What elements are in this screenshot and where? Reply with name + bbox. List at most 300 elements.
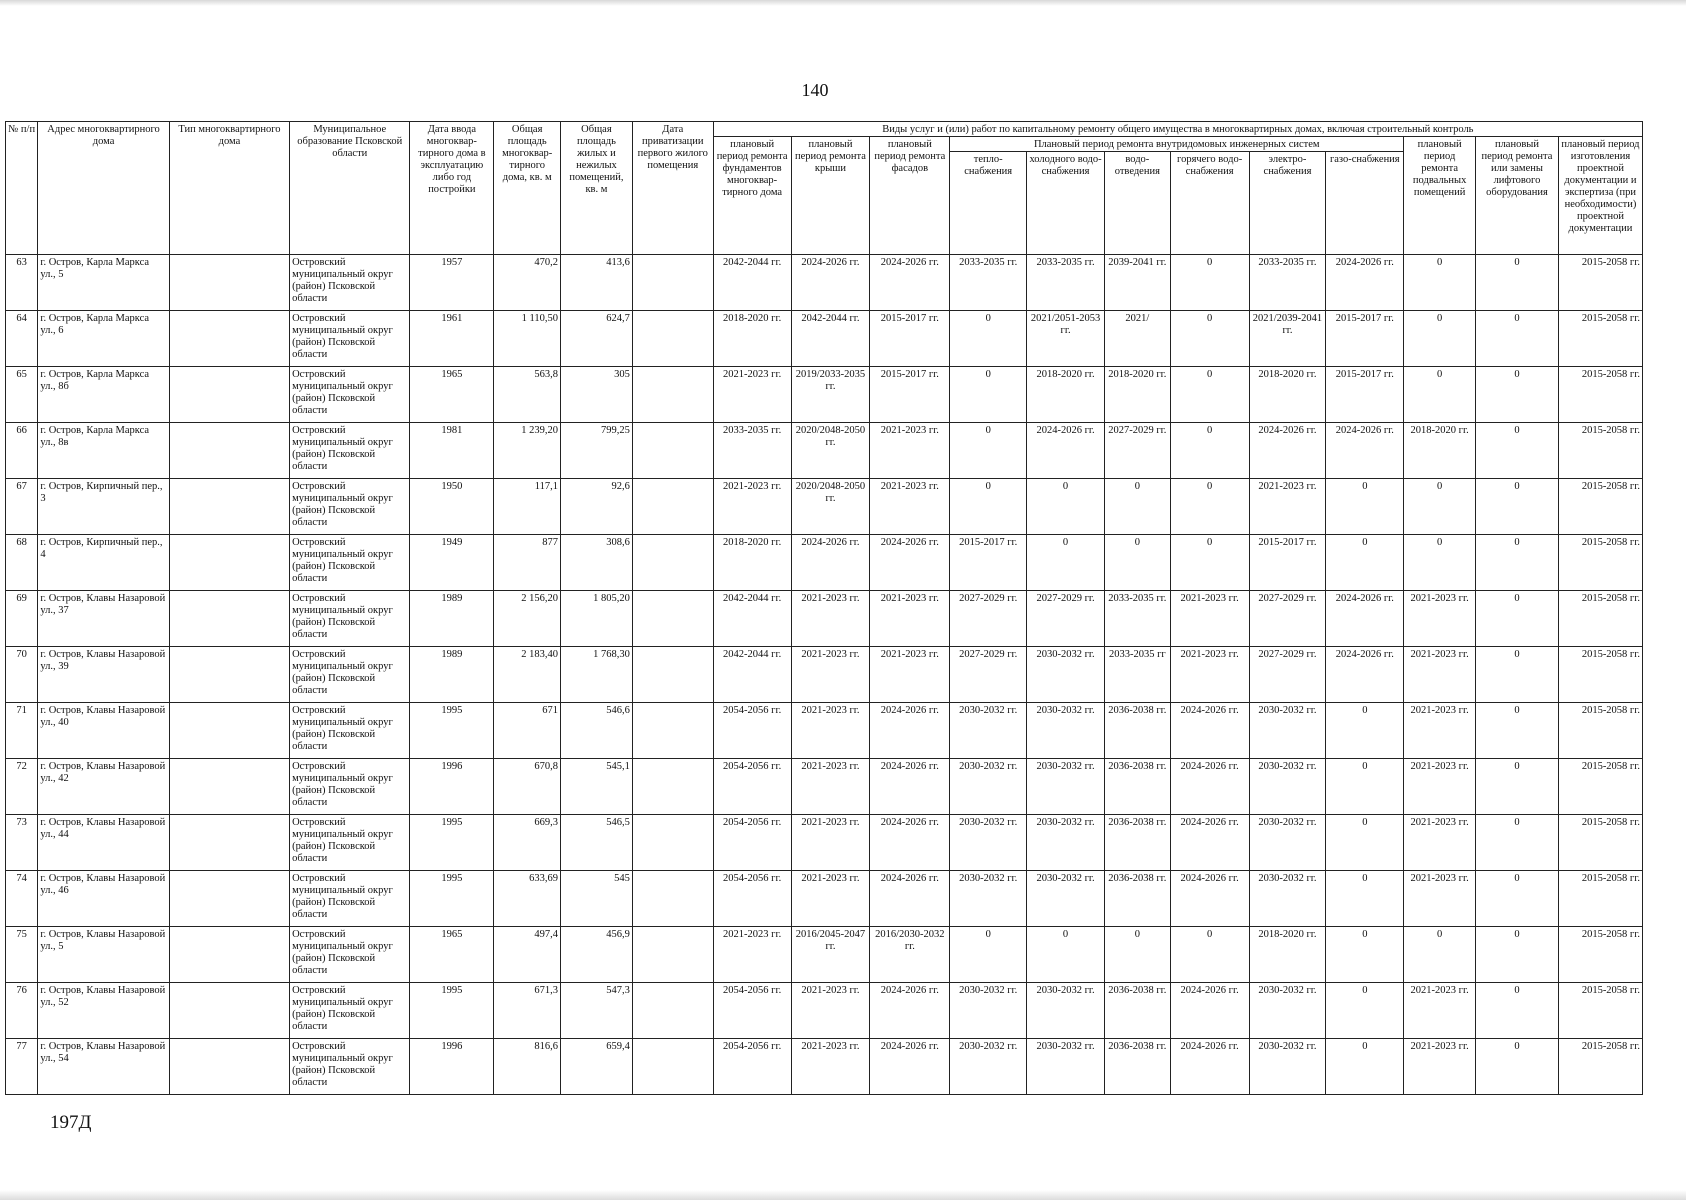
cell-type xyxy=(169,255,289,311)
header-heating: тепло-снабжения xyxy=(950,152,1027,255)
cell-hot-water: 2024-2026 гг. xyxy=(1170,1039,1249,1095)
cell-privatization xyxy=(632,983,713,1039)
cell-privatization xyxy=(632,759,713,815)
cell-municipality: Островский муниципальный округ (район) Псковской области xyxy=(290,535,410,591)
cell-address: г. Остров, Клавы Назаровой ул., 42 xyxy=(38,759,169,815)
cell-design-docs: 2015-2058 гг. xyxy=(1558,1039,1642,1095)
cell-num: 74 xyxy=(6,871,38,927)
cell-sewage: 2021/ xyxy=(1104,311,1170,367)
cell-design-docs: 2015-2058 гг. xyxy=(1558,815,1642,871)
cell-privatization xyxy=(632,871,713,927)
cell-num: 66 xyxy=(6,423,38,479)
cell-facade: 2024-2026 гг. xyxy=(870,1039,950,1095)
cell-year: 1996 xyxy=(410,1039,494,1095)
cell-elevator: 0 xyxy=(1476,1039,1559,1095)
cell-basement: 2021-2023 гг. xyxy=(1404,815,1476,871)
cell-basement: 2021-2023 гг. xyxy=(1404,647,1476,703)
cell-elevator: 0 xyxy=(1476,367,1559,423)
cell-sewage: 2036-2038 гг. xyxy=(1104,703,1170,759)
header-basement: плановый период ремонта подвальных помещений xyxy=(1404,137,1476,255)
cell-premises-area: 545,1 xyxy=(561,759,633,815)
cell-heating: 0 xyxy=(950,927,1027,983)
cell-municipality: Островский муниципальный округ (район) Псковской области xyxy=(290,703,410,759)
cell-design-docs: 2015-2058 гг. xyxy=(1558,647,1642,703)
cell-foundation: 2054-2056 гг. xyxy=(713,871,791,927)
table-row xyxy=(6,703,1643,759)
cell-sewage: 2033-2035 гг xyxy=(1104,647,1170,703)
cell-num: 73 xyxy=(6,815,38,871)
cell-hot-water: 0 xyxy=(1170,311,1249,367)
cell-hot-water: 2021-2023 гг. xyxy=(1170,647,1249,703)
cell-roof: 2021-2023 гг. xyxy=(791,703,870,759)
cell-design-docs: 2015-2058 гг. xyxy=(1558,255,1642,311)
cell-sewage: 0 xyxy=(1104,927,1170,983)
cell-municipality: Островский муниципальный округ (район) Псковской области xyxy=(290,479,410,535)
cell-cold-water: 0 xyxy=(1027,479,1105,535)
cell-privatization xyxy=(632,423,713,479)
cell-privatization xyxy=(632,479,713,535)
cell-hot-water: 2024-2026 гг. xyxy=(1170,703,1249,759)
cell-privatization xyxy=(632,647,713,703)
cell-basement: 0 xyxy=(1404,255,1476,311)
cell-roof: 2021-2023 гг. xyxy=(791,815,870,871)
cell-sewage: 2036-2038 гг. xyxy=(1104,815,1170,871)
cell-type xyxy=(169,311,289,367)
cell-total-area: 633,69 xyxy=(494,871,561,927)
cell-foundation: 2018-2020 гг. xyxy=(713,535,791,591)
header-design-docs: плановый период изготовления проектной документации и экспертиза (при необходимости) проектной документации xyxy=(1558,137,1642,255)
cell-elevator: 0 xyxy=(1476,255,1559,311)
cell-elevator: 0 xyxy=(1476,423,1559,479)
cell-year: 1957 xyxy=(410,255,494,311)
cell-premises-area: 92,6 xyxy=(561,479,633,535)
cell-facade: 2021-2023 гг. xyxy=(870,423,950,479)
cell-cold-water: 2030-2032 гг. xyxy=(1027,815,1105,871)
header-systems-group: Плановый период ремонта внутридомовых инженерных систем xyxy=(950,137,1404,152)
header-address: Адрес многоквартирного дома xyxy=(38,122,169,255)
cell-address: г. Остров, Клавы Назаровой ул., 37 xyxy=(38,591,169,647)
table-row xyxy=(6,759,1643,815)
header-commissioning: Дата ввода многоквар-тирного дома в эксплуатацию либо год постройки xyxy=(410,122,494,255)
cell-address: г. Остров, Клавы Назаровой ул., 5 xyxy=(38,927,169,983)
cell-cold-water: 0 xyxy=(1027,535,1105,591)
cell-year: 1995 xyxy=(410,983,494,1039)
cell-design-docs: 2015-2058 гг. xyxy=(1558,927,1642,983)
cell-basement: 2021-2023 гг. xyxy=(1404,871,1476,927)
cell-heating: 2030-2032 гг. xyxy=(950,1039,1027,1095)
cell-year: 1981 xyxy=(410,423,494,479)
table-row xyxy=(6,983,1643,1039)
cell-heating: 2030-2032 гг. xyxy=(950,983,1027,1039)
cell-heating: 2027-2029 гг. xyxy=(950,647,1027,703)
cell-foundation: 2054-2056 гг. xyxy=(713,983,791,1039)
cell-electricity: 2027-2029 гг. xyxy=(1249,647,1326,703)
cell-sewage: 2027-2029 гг. xyxy=(1104,423,1170,479)
header-privatization: Дата приватизации первого жилого помещения xyxy=(632,122,713,255)
cell-electricity: 2027-2029 гг. xyxy=(1249,591,1326,647)
cell-electricity: 2030-2032 гг. xyxy=(1249,871,1326,927)
cell-facade: 2024-2026 гг. xyxy=(870,871,950,927)
cell-facade: 2024-2026 гг. xyxy=(870,255,950,311)
cell-design-docs: 2015-2058 гг. xyxy=(1558,535,1642,591)
cell-type xyxy=(169,367,289,423)
cell-address: г. Остров, Карла Маркса ул., 5 xyxy=(38,255,169,311)
table-row xyxy=(6,871,1643,927)
cell-year: 1949 xyxy=(410,535,494,591)
cell-elevator: 0 xyxy=(1476,703,1559,759)
header-premises-area: Общая площадь жилых и нежилых помещений, кв. м xyxy=(561,122,633,255)
cell-total-area: 117,1 xyxy=(494,479,561,535)
cell-year: 1965 xyxy=(410,927,494,983)
header-sewage: водо-отведения xyxy=(1104,152,1170,255)
cell-elevator: 0 xyxy=(1476,815,1559,871)
cell-heating: 2030-2032 гг. xyxy=(950,815,1027,871)
cell-foundation: 2054-2056 гг. xyxy=(713,759,791,815)
cell-hot-water: 2021-2023 гг. xyxy=(1170,591,1249,647)
cell-type xyxy=(169,479,289,535)
cell-cold-water: 2030-2032 гг. xyxy=(1027,1039,1105,1095)
cell-privatization xyxy=(632,927,713,983)
cell-foundation: 2021-2023 гг. xyxy=(713,367,791,423)
cell-roof: 2021-2023 гг. xyxy=(791,591,870,647)
cell-address: г. Остров, Клавы Назаровой ул., 40 xyxy=(38,703,169,759)
header-num: № п/п xyxy=(6,122,38,255)
cell-electricity: 2018-2020 гг. xyxy=(1249,367,1326,423)
cell-type xyxy=(169,983,289,1039)
cell-total-area: 497,4 xyxy=(494,927,561,983)
cell-design-docs: 2015-2058 гг. xyxy=(1558,871,1642,927)
cell-roof: 2021-2023 гг. xyxy=(791,1039,870,1095)
cell-premises-area: 456,9 xyxy=(561,927,633,983)
cell-premises-area: 799,25 xyxy=(561,423,633,479)
cell-total-area: 670,8 xyxy=(494,759,561,815)
cell-num: 77 xyxy=(6,1039,38,1095)
cell-municipality: Островский муниципальный округ (район) Псковской области xyxy=(290,311,410,367)
cell-hot-water: 2024-2026 гг. xyxy=(1170,871,1249,927)
cell-facade: 2021-2023 гг. xyxy=(870,647,950,703)
cell-cold-water: 2030-2032 гг. xyxy=(1027,647,1105,703)
cell-year: 1965 xyxy=(410,367,494,423)
cell-hot-water: 2024-2026 гг. xyxy=(1170,815,1249,871)
cell-basement: 0 xyxy=(1404,927,1476,983)
header-foundation: плановый период ремонта фундаментов многоквар-тирного дома xyxy=(713,137,791,255)
cell-facade: 2021-2023 гг. xyxy=(870,479,950,535)
cell-sewage: 0 xyxy=(1104,535,1170,591)
cell-foundation: 2018-2020 гг. xyxy=(713,311,791,367)
cell-elevator: 0 xyxy=(1476,591,1559,647)
cell-hot-water: 2024-2026 гг. xyxy=(1170,759,1249,815)
cell-heating: 2030-2032 гг. xyxy=(950,703,1027,759)
cell-address: г. Остров, Кирпичный пер., 3 xyxy=(38,479,169,535)
cell-hot-water: 0 xyxy=(1170,535,1249,591)
cell-num: 68 xyxy=(6,535,38,591)
cell-gas: 0 xyxy=(1326,1039,1404,1095)
cell-total-area: 2 183,40 xyxy=(494,647,561,703)
cell-total-area: 671 xyxy=(494,703,561,759)
table-row xyxy=(6,1039,1643,1095)
cell-num: 63 xyxy=(6,255,38,311)
table-row xyxy=(6,423,1643,479)
cell-foundation: 2054-2056 гг. xyxy=(713,815,791,871)
cell-municipality: Островский муниципальный округ (район) Псковской области xyxy=(290,591,410,647)
cell-num: 72 xyxy=(6,759,38,815)
cell-num: 64 xyxy=(6,311,38,367)
table-row xyxy=(6,479,1643,535)
cell-facade: 2024-2026 гг. xyxy=(870,703,950,759)
cell-elevator: 0 xyxy=(1476,311,1559,367)
table-row xyxy=(6,591,1643,647)
cell-roof: 2019/2033-2035 гг. xyxy=(791,367,870,423)
cell-total-area: 563,8 xyxy=(494,367,561,423)
cell-municipality: Островский муниципальный округ (район) Псковской области xyxy=(290,255,410,311)
cell-basement: 2021-2023 гг. xyxy=(1404,1039,1476,1095)
cell-type xyxy=(169,871,289,927)
cell-num: 69 xyxy=(6,591,38,647)
cell-roof: 2024-2026 гг. xyxy=(791,255,870,311)
cell-privatization xyxy=(632,535,713,591)
cell-municipality: Островский муниципальный округ (район) Псковской области xyxy=(290,927,410,983)
cell-municipality: Островский муниципальный округ (район) Псковской области xyxy=(290,983,410,1039)
cell-sewage: 2036-2038 гг. xyxy=(1104,983,1170,1039)
cell-heating: 0 xyxy=(950,479,1027,535)
document-code: 197Д xyxy=(50,1112,92,1133)
cell-privatization xyxy=(632,311,713,367)
cell-foundation: 2021-2023 гг. xyxy=(713,927,791,983)
cell-municipality: Островский муниципальный округ (район) Псковской области xyxy=(290,759,410,815)
table-row xyxy=(6,535,1643,591)
cell-heating: 0 xyxy=(950,423,1027,479)
cell-hot-water: 0 xyxy=(1170,423,1249,479)
cell-elevator: 0 xyxy=(1476,927,1559,983)
cell-foundation: 2054-2056 гг. xyxy=(713,703,791,759)
cell-electricity: 2021-2023 гг. xyxy=(1249,479,1326,535)
cell-electricity: 2015-2017 гг. xyxy=(1249,535,1326,591)
cell-address: г. Остров, Карла Маркса ул., 8б xyxy=(38,367,169,423)
cell-total-area: 669,3 xyxy=(494,815,561,871)
cell-elevator: 0 xyxy=(1476,983,1559,1039)
header-total-area: Общая площадь многоквар-тирного дома, кв. м xyxy=(494,122,561,255)
cell-premises-area: 659,4 xyxy=(561,1039,633,1095)
cell-elevator: 0 xyxy=(1476,479,1559,535)
cell-sewage: 2036-2038 гг. xyxy=(1104,1039,1170,1095)
cell-cold-water: 2018-2020 гг. xyxy=(1027,367,1105,423)
table-row xyxy=(6,815,1643,871)
cell-heating: 2033-2035 гг. xyxy=(950,255,1027,311)
scan-edge-bottom xyxy=(0,1190,1686,1200)
scan-edge-top xyxy=(0,0,1686,6)
header-facade: плановый период ремонта фасадов xyxy=(870,137,950,255)
cell-municipality: Островский муниципальный округ (район) Псковской области xyxy=(290,1039,410,1095)
cell-design-docs: 2015-2058 гг. xyxy=(1558,423,1642,479)
cell-foundation: 2054-2056 гг. xyxy=(713,1039,791,1095)
cell-gas: 2024-2026 гг. xyxy=(1326,255,1404,311)
cell-year: 1989 xyxy=(410,591,494,647)
cell-type xyxy=(169,647,289,703)
cell-cold-water: 2033-2035 гг. xyxy=(1027,255,1105,311)
cell-total-area: 671,3 xyxy=(494,983,561,1039)
cell-electricity: 2018-2020 гг. xyxy=(1249,927,1326,983)
cell-sewage: 2036-2038 гг. xyxy=(1104,759,1170,815)
cell-hot-water: 0 xyxy=(1170,367,1249,423)
cell-roof: 2016/2045-2047 гг. xyxy=(791,927,870,983)
cell-address: г. Остров, Кирпичный пер., 4 xyxy=(38,535,169,591)
cell-num: 75 xyxy=(6,927,38,983)
cell-premises-area: 546,5 xyxy=(561,815,633,871)
cell-privatization xyxy=(632,815,713,871)
cell-heating: 2015-2017 гг. xyxy=(950,535,1027,591)
cell-premises-area: 308,6 xyxy=(561,535,633,591)
cell-basement: 0 xyxy=(1404,535,1476,591)
cell-premises-area: 546,6 xyxy=(561,703,633,759)
cell-electricity: 2033-2035 гг. xyxy=(1249,255,1326,311)
cell-facade: 2021-2023 гг. xyxy=(870,591,950,647)
cell-year: 1996 xyxy=(410,759,494,815)
cell-gas: 0 xyxy=(1326,535,1404,591)
cell-type xyxy=(169,927,289,983)
cell-gas: 0 xyxy=(1326,927,1404,983)
cell-roof: 2021-2023 гг. xyxy=(791,983,870,1039)
cell-gas: 2015-2017 гг. xyxy=(1326,367,1404,423)
header-municipality: Муниципальное образование Псковской области xyxy=(290,122,410,255)
cell-foundation: 2042-2044 гг. xyxy=(713,647,791,703)
table-row xyxy=(6,311,1643,367)
cell-year: 1995 xyxy=(410,703,494,759)
cell-heating: 2030-2032 гг. xyxy=(950,759,1027,815)
cell-facade: 2024-2026 гг. xyxy=(870,759,950,815)
table-row xyxy=(6,367,1643,423)
cell-basement: 2018-2020 гг. xyxy=(1404,423,1476,479)
cell-privatization xyxy=(632,255,713,311)
page-number: 140 xyxy=(801,80,829,100)
table-row xyxy=(6,647,1643,703)
cell-municipality: Островский муниципальный округ (район) Псковской области xyxy=(290,367,410,423)
cell-address: г. Остров, Клавы Назаровой ул., 54 xyxy=(38,1039,169,1095)
cell-basement: 0 xyxy=(1404,367,1476,423)
cell-municipality: Островский муниципальный округ (район) Псковской области xyxy=(290,871,410,927)
cell-facade: 2024-2026 гг. xyxy=(870,535,950,591)
cell-foundation: 2042-2044 гг. xyxy=(713,591,791,647)
cell-total-area: 1 110,50 xyxy=(494,311,561,367)
cell-electricity: 2024-2026 гг. xyxy=(1249,423,1326,479)
cell-total-area: 877 xyxy=(494,535,561,591)
cell-total-area: 1 239,20 xyxy=(494,423,561,479)
cell-design-docs: 2015-2058 гг. xyxy=(1558,311,1642,367)
cell-electricity: 2021/2039-2041 гг. xyxy=(1249,311,1326,367)
table-row xyxy=(6,927,1643,983)
header-cold-water: холодного водо-снабжения xyxy=(1027,152,1105,255)
cell-basement: 2021-2023 гг. xyxy=(1404,983,1476,1039)
cell-cold-water: 2021/2051-2053 гг. xyxy=(1027,311,1105,367)
cell-facade: 2024-2026 гг. xyxy=(870,815,950,871)
cell-basement: 2021-2023 гг. xyxy=(1404,703,1476,759)
cell-privatization xyxy=(632,703,713,759)
cell-heating: 0 xyxy=(950,311,1027,367)
cell-gas: 2024-2026 гг. xyxy=(1326,591,1404,647)
header-elevator: плановый период ремонта или замены лифтового оборудования xyxy=(1476,137,1559,255)
cell-electricity: 2030-2032 гг. xyxy=(1249,759,1326,815)
cell-foundation: 2042-2044 гг. xyxy=(713,255,791,311)
cell-type xyxy=(169,1039,289,1095)
cell-total-area: 2 156,20 xyxy=(494,591,561,647)
cell-type xyxy=(169,759,289,815)
cell-privatization xyxy=(632,367,713,423)
cell-total-area: 816,6 xyxy=(494,1039,561,1095)
cell-premises-area: 413,6 xyxy=(561,255,633,311)
cell-foundation: 2033-2035 гг. xyxy=(713,423,791,479)
cell-electricity: 2030-2032 гг. xyxy=(1249,815,1326,871)
cell-facade: 2016/2030-2032 гг. xyxy=(870,927,950,983)
cell-address: г. Остров, Клавы Назаровой ул., 46 xyxy=(38,871,169,927)
header-gas: газо-снабжения xyxy=(1326,152,1404,255)
cell-type xyxy=(169,535,289,591)
cell-year: 1995 xyxy=(410,815,494,871)
cell-basement: 0 xyxy=(1404,479,1476,535)
cell-num: 71 xyxy=(6,703,38,759)
cell-heating: 2030-2032 гг. xyxy=(950,871,1027,927)
table-body xyxy=(6,255,1643,1095)
cell-design-docs: 2015-2058 гг. xyxy=(1558,759,1642,815)
cell-gas: 0 xyxy=(1326,759,1404,815)
repair-schedule-table xyxy=(5,121,1643,1095)
cell-cold-water: 2030-2032 гг. xyxy=(1027,703,1105,759)
cell-address: г. Остров, Клавы Назаровой ул., 52 xyxy=(38,983,169,1039)
cell-address: г. Остров, Карла Маркса ул., 6 xyxy=(38,311,169,367)
cell-address: г. Остров, Клавы Назаровой ул., 44 xyxy=(38,815,169,871)
cell-basement: 2021-2023 гг. xyxy=(1404,591,1476,647)
cell-hot-water: 0 xyxy=(1170,479,1249,535)
cell-premises-area: 1 805,20 xyxy=(561,591,633,647)
cell-address: г. Остров, Клавы Назаровой ул., 39 xyxy=(38,647,169,703)
cell-cold-water: 2030-2032 гг. xyxy=(1027,871,1105,927)
cell-cold-water: 2027-2029 гг. xyxy=(1027,591,1105,647)
cell-electricity: 2030-2032 гг. xyxy=(1249,703,1326,759)
header-type: Тип многоквартирного дома xyxy=(169,122,289,255)
cell-year: 1950 xyxy=(410,479,494,535)
cell-roof: 2021-2023 гг. xyxy=(791,871,870,927)
cell-facade: 2015-2017 гг. xyxy=(870,367,950,423)
cell-sewage: 2018-2020 гг. xyxy=(1104,367,1170,423)
cell-gas: 2024-2026 гг. xyxy=(1326,647,1404,703)
cell-privatization xyxy=(632,591,713,647)
cell-basement: 2021-2023 гг. xyxy=(1404,759,1476,815)
cell-gas: 0 xyxy=(1326,815,1404,871)
table-row xyxy=(6,255,1643,311)
cell-cold-water: 2030-2032 гг. xyxy=(1027,759,1105,815)
cell-address: г. Остров, Карла Маркса ул., 8в xyxy=(38,423,169,479)
cell-sewage: 2039-2041 гг. xyxy=(1104,255,1170,311)
table-header xyxy=(6,122,1643,255)
cell-sewage: 2036-2038 гг. xyxy=(1104,871,1170,927)
cell-elevator: 0 xyxy=(1476,759,1559,815)
cell-type xyxy=(169,423,289,479)
cell-type xyxy=(169,591,289,647)
cell-privatization xyxy=(632,1039,713,1095)
header-electricity: электро-снабжения xyxy=(1249,152,1326,255)
cell-elevator: 0 xyxy=(1476,871,1559,927)
cell-municipality: Островский муниципальный округ (район) Псковской области xyxy=(290,647,410,703)
cell-electricity: 2030-2032 гг. xyxy=(1249,983,1326,1039)
cell-gas: 2015-2017 гг. xyxy=(1326,311,1404,367)
cell-premises-area: 545 xyxy=(561,871,633,927)
cell-hot-water: 0 xyxy=(1170,927,1249,983)
cell-roof: 2021-2023 гг. xyxy=(791,647,870,703)
cell-basement: 0 xyxy=(1404,311,1476,367)
cell-sewage: 0 xyxy=(1104,479,1170,535)
cell-year: 1961 xyxy=(410,311,494,367)
cell-heating: 2027-2029 гг. xyxy=(950,591,1027,647)
cell-electricity: 2030-2032 гг. xyxy=(1249,1039,1326,1095)
cell-year: 1995 xyxy=(410,871,494,927)
